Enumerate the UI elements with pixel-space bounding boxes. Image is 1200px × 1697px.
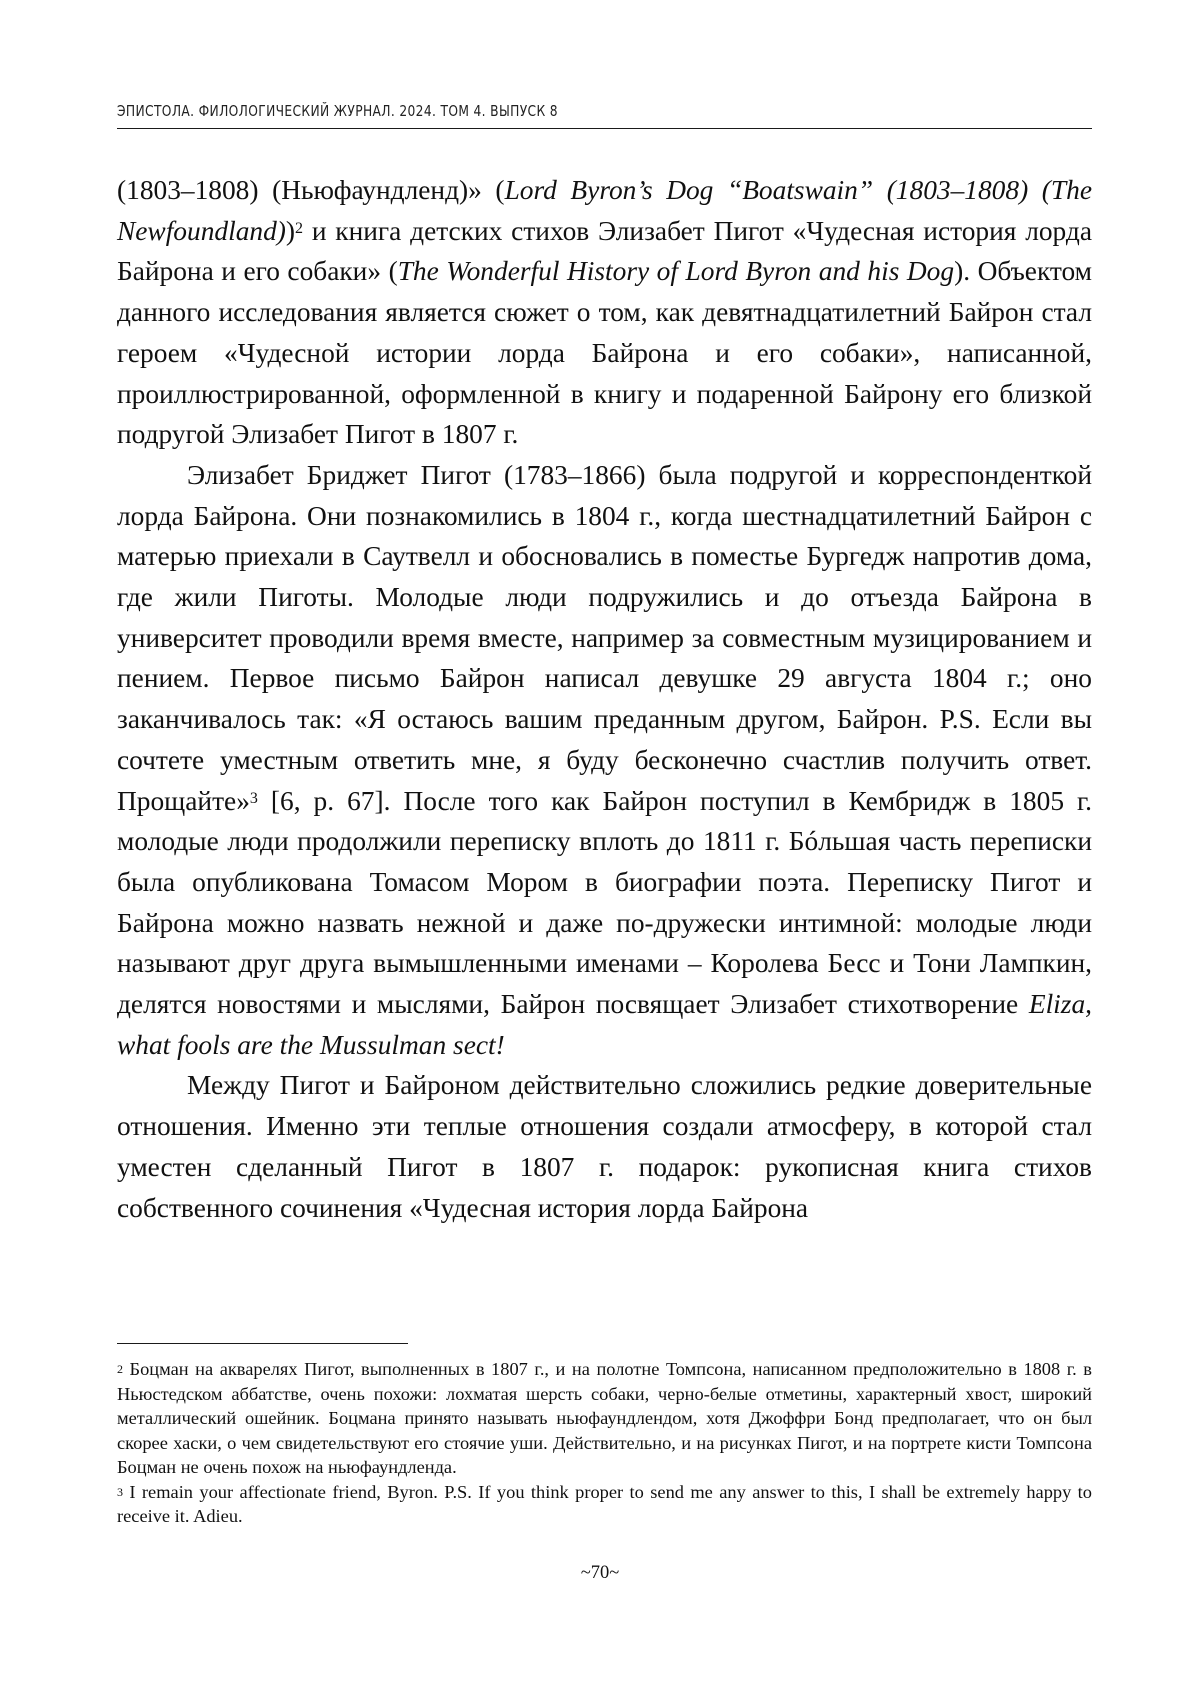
p1-text-2: ) <box>286 216 295 246</box>
footnote-3-text: I remain your affectionate friend, Byron. P.S. If you think proper to send me any answer to this, I shall be extremely happy to receive it. Adieu. <box>117 1482 1092 1527</box>
p1-text-1: (1803–1808) (Ньюфаундленд)» ( <box>117 175 505 205</box>
p1-italic-title-2: The Wonderful History of Lord Byron and his Dog <box>398 256 954 286</box>
page-number: ~70~ <box>0 1563 1200 1584</box>
footnote-separator <box>117 1343 408 1344</box>
footnote-ref-2[interactable]: 2 <box>295 220 303 237</box>
running-header <box>117 98 1092 129</box>
main-text <box>117 170 1092 1228</box>
paragraph-1 <box>117 170 1092 455</box>
footnote-2-number: 2 <box>117 1362 123 1376</box>
p3-text-1: Между Пигот и Байроном действительно сложились редкие довери­тельные отношения. Именно эти теплые отношения создали атмосферу, в которой стал уместен сделанный Пигот в 1807 г. подарок: рукописная книга стихов собственного сочинения «Чудесная история лорда Байрона <box>117 1070 1092 1222</box>
footnote-3 <box>117 1480 1092 1529</box>
p2-text-2: [6, p. 67]. После того как Байрон поступил в Кембридж в 1805 г. молодые люди продолжи­ли переписку вплоть до 1811 г. Бóльшая часть переписки была опублико­вана Томасом Мором в биографии поэта. Переписку Пигот и Байрона можно назвать нежной и даже по-дружески интимной: молодые люди называют друг друга вымышленными именами – Королева Бесс и Тони Лампкин, делятся новостями и мыслями, Байрон посвящает Элизабет сти­хотворение <box>117 786 1092 1020</box>
footnotes <box>117 1357 1092 1529</box>
p2-text-1: Элизабет Бриджет Пигот (1783–1866) была подругой и корреспон­денткой лорда Байрона. Они познакомились в 1804 г., когда шестнадцати­летний Байрон с матерью приехали в Саутвелл и обосновались в поместье Бургедж напротив дома, где жили Пиготы. Молодые люди подружились и до отъезда Байрона в университет проводили время вместе, например за совместным музицированием и пением. Первое письмо Байрон написал девушке 29 августа 1804 г.; оно заканчивалось так: «Я остаюсь вашим преданным другом, Байрон. P.S. Если вы сочтете уместным ответить мне, я буду бесконечно счастлив получить ответ. Прощайте» <box>117 460 1092 816</box>
footnote-2 <box>117 1357 1092 1480</box>
footnote-ref-3[interactable]: 3 <box>250 790 258 807</box>
running-title: ЭПИСТОЛА. ФИЛОЛОГИЧЕСКИЙ ЖУРНАЛ. 2024. ТОМ 4. ВЫПУСК 8 <box>117 102 558 120</box>
journal-page <box>0 0 1200 1697</box>
p1-text-4: ). Объектом данного исследования является сюжет о том, как девятнадцатилетний Байрон стал героем «Чудесной истории лорда Байро­на и его собаки», написанной, проиллюстрированной, оформленной в кни­гу и подаренной Байрону его близкой подругой Элизабет Пигот в 1807 г. <box>117 256 1092 449</box>
p2-italic-poem-title: Eliza, what fools are the Mussulman sect! <box>117 989 1092 1060</box>
footnote-3-number: 3 <box>117 1485 123 1499</box>
p1-italic-title-1: Lord Byron’s Dog “Boatswain” (1803–1808) (The Newfoundland) <box>117 175 1092 246</box>
paragraph-3 <box>117 1065 1092 1228</box>
footnote-2-text: Боцман на акварелях Пигот, выполненных в 1807 г., и на полотне Томпсона, написанном предполо­жительно в 1808 г. в Ньюстедском аббатстве, очень похожи: лохматая шерсть собаки, черно-белые отметины, характерный хвост, широкий металлический ошейник. Боцмана принято называть ньюфа­ундлендом, хотя Джоффри Бонд предполагает, что он был скорее хаски, о чем свидетельствуют его стоячие уши. Действительно, и на рисунках Пигот, и на портрете кисти Томпсона Боцман не очень похож на ньюфаундленда. <box>117 1359 1092 1477</box>
p1-text-3: и книга детских стихов Элизабет Пигот «Чудесная история лорда Байрона и его собаки» ( <box>117 216 1092 287</box>
paragraph-2 <box>117 455 1092 1066</box>
